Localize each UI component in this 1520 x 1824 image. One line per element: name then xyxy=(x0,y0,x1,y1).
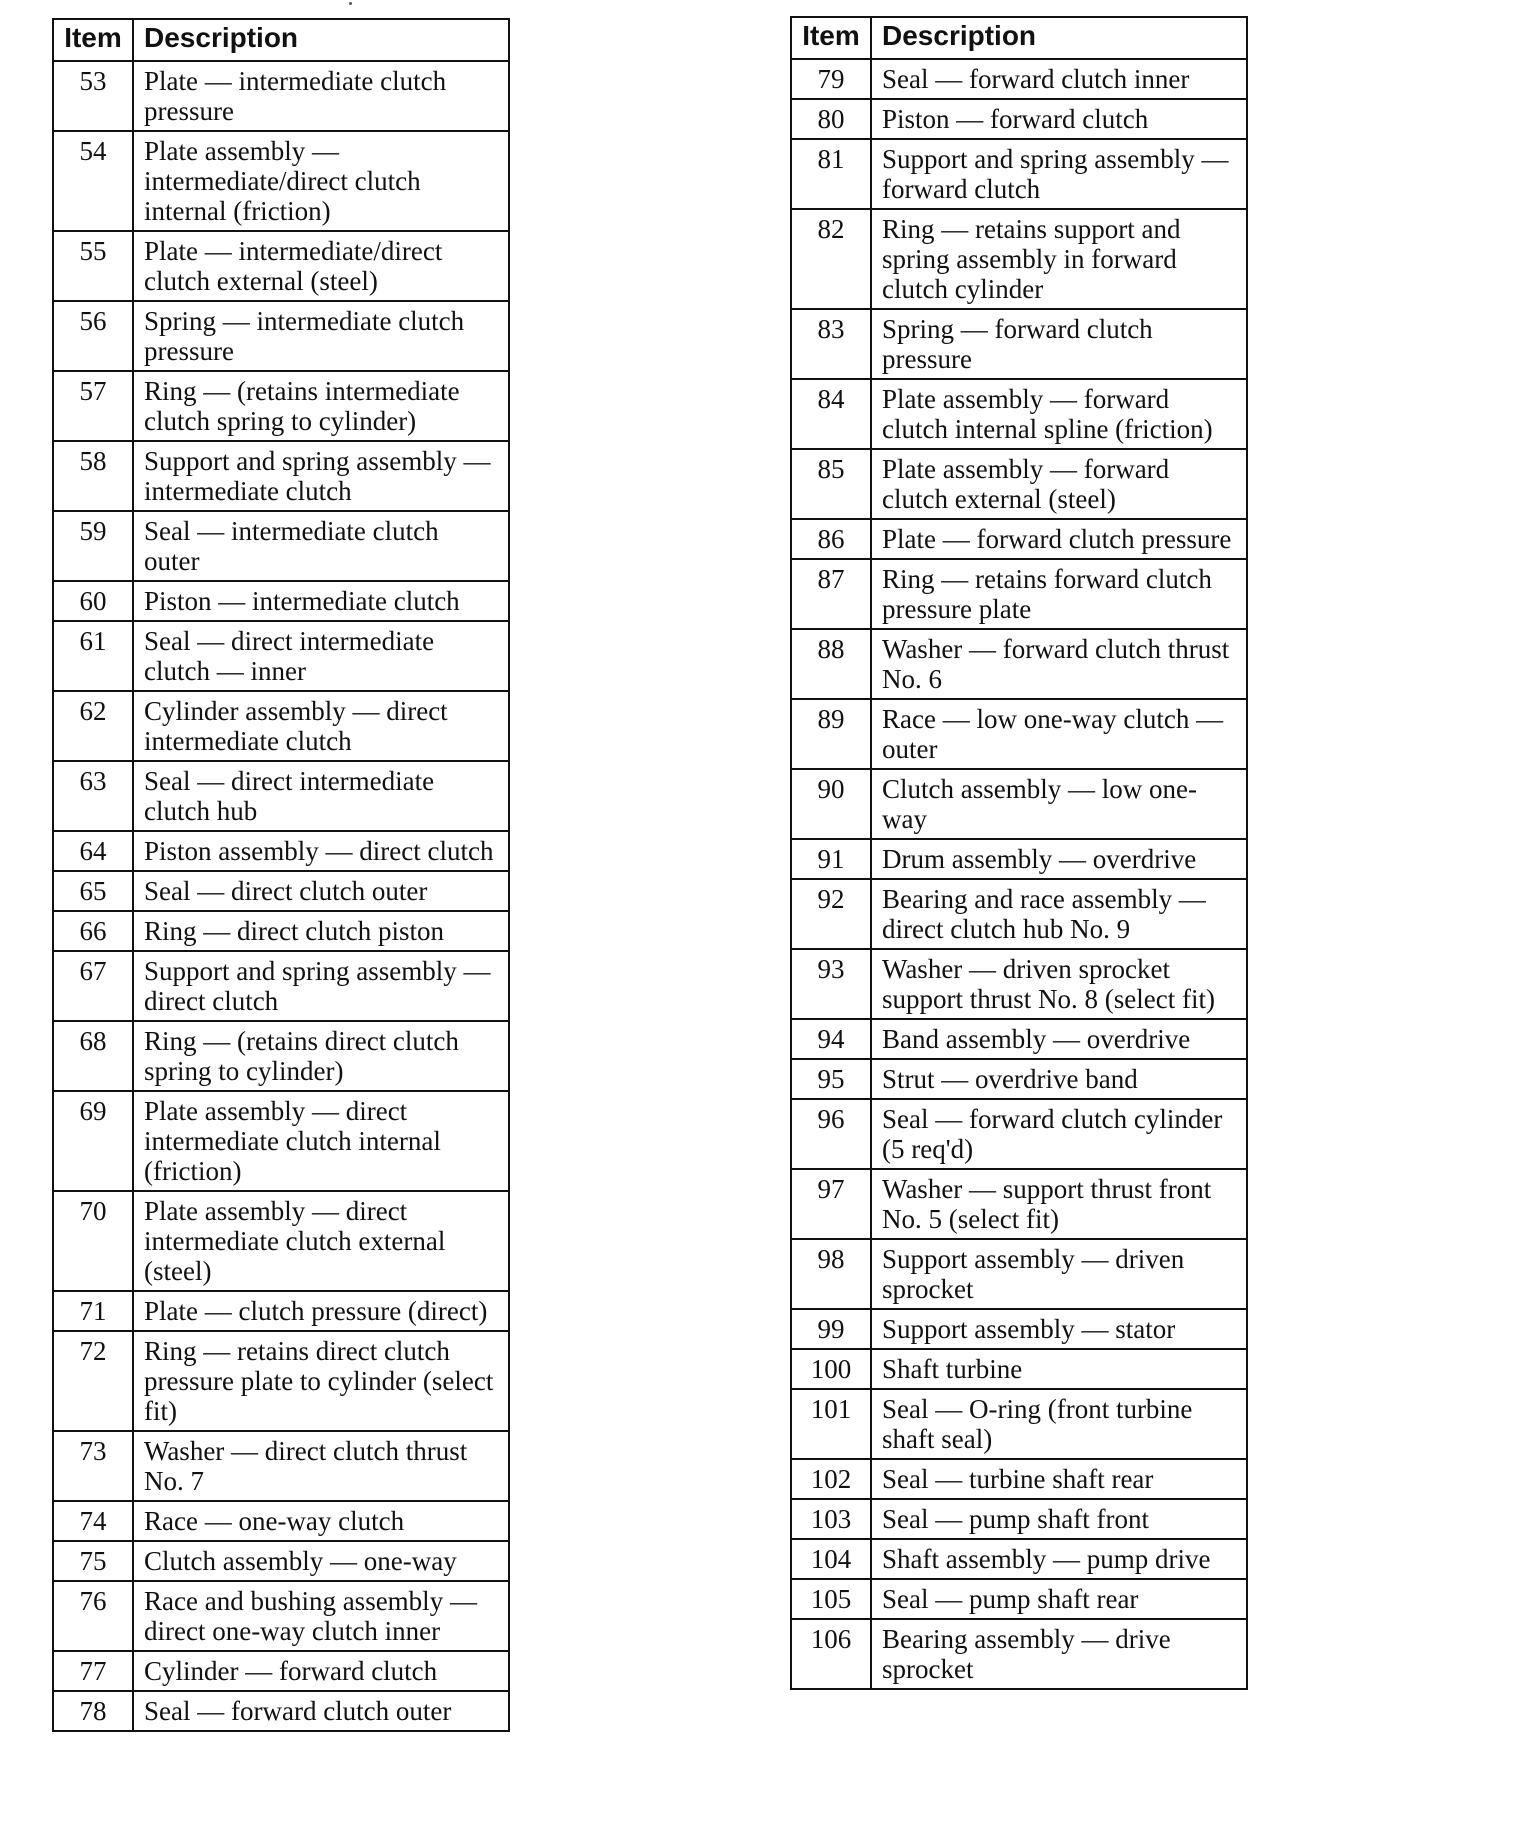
parts-table-right xyxy=(790,16,1248,1690)
item-number: 65 xyxy=(53,871,133,911)
item-description: Plate assembly — intermediate/direct clutch internal (friction) xyxy=(133,131,509,231)
item-description: Race — one-way clutch xyxy=(133,1501,509,1541)
table-row xyxy=(791,519,1247,559)
table-row xyxy=(791,59,1247,99)
item-description: Support and spring assembly — intermediate clutch xyxy=(133,441,509,511)
item-description: Seal — forward clutch inner xyxy=(871,59,1247,99)
item-description: Plate — forward clutch pressure xyxy=(871,519,1247,559)
item-number: 94 xyxy=(791,1019,871,1059)
table-row xyxy=(53,581,509,621)
table-row xyxy=(791,1459,1247,1499)
item-number: 97 xyxy=(791,1169,871,1239)
table-row xyxy=(53,761,509,831)
item-number: 71 xyxy=(53,1291,133,1331)
table-row xyxy=(53,1291,509,1331)
item-description: Washer — forward clutch thrust No. 6 xyxy=(871,629,1247,699)
item-number: 81 xyxy=(791,139,871,209)
item-number: 92 xyxy=(791,879,871,949)
item-description: Seal — direct clutch outer xyxy=(133,871,509,911)
item-description: Spring — intermediate clutch pressure xyxy=(133,301,509,371)
item-number: 91 xyxy=(791,839,871,879)
description-column-header: Description xyxy=(133,19,509,61)
item-number: 63 xyxy=(53,761,133,831)
item-number: 88 xyxy=(791,629,871,699)
item-description: Shaft assembly — pump drive xyxy=(871,1539,1247,1579)
item-description: Support and spring assembly — forward clutch xyxy=(871,139,1247,209)
item-number: 64 xyxy=(53,831,133,871)
table-row xyxy=(791,949,1247,1019)
item-description: Race — low one-way clutch — outer xyxy=(871,699,1247,769)
item-description: Shaft turbine xyxy=(871,1349,1247,1389)
item-description: Race and bushing assembly — direct one-way clutch inner xyxy=(133,1581,509,1651)
item-description: Clutch assembly — low one-way xyxy=(871,769,1247,839)
description-column-header: Description xyxy=(871,17,1247,59)
item-number: 87 xyxy=(791,559,871,629)
table-row xyxy=(53,1691,509,1731)
item-description: Washer — support thrust front No. 5 (select fit) xyxy=(871,1169,1247,1239)
item-number: 84 xyxy=(791,379,871,449)
table-row xyxy=(791,1349,1247,1389)
table-row xyxy=(791,559,1247,629)
item-description: Ring — (retains direct clutch spring to cylinder) xyxy=(133,1021,509,1091)
item-number: 80 xyxy=(791,99,871,139)
item-description: Bearing and race assembly — direct clutch hub No. 9 xyxy=(871,879,1247,949)
item-description: Ring — retains support and spring assembly in forward clutch cylinder xyxy=(871,209,1247,309)
item-number: 57 xyxy=(53,371,133,441)
table-row xyxy=(791,1169,1247,1239)
item-number: 95 xyxy=(791,1059,871,1099)
table-row xyxy=(791,769,1247,839)
item-description: Support assembly — stator xyxy=(871,1309,1247,1349)
item-number: 62 xyxy=(53,691,133,761)
item-description: Support assembly — driven sprocket xyxy=(871,1239,1247,1309)
table-row xyxy=(791,1019,1247,1059)
item-description: Plate — clutch pressure (direct) xyxy=(133,1291,509,1331)
table-row xyxy=(53,951,509,1021)
item-description: Ring — direct clutch piston xyxy=(133,911,509,951)
item-description: Piston — intermediate clutch xyxy=(133,581,509,621)
parts-table-left xyxy=(52,18,510,1732)
table-row xyxy=(53,1431,509,1501)
header-row xyxy=(53,19,509,61)
table-row xyxy=(53,911,509,951)
item-description: Seal — pump shaft rear xyxy=(871,1579,1247,1619)
table-row xyxy=(791,699,1247,769)
item-description: Ring — retains forward clutch pressure plate xyxy=(871,559,1247,629)
item-description: Ring — (retains intermediate clutch spring to cylinder) xyxy=(133,371,509,441)
table-row xyxy=(791,1499,1247,1539)
item-description: Cylinder assembly — direct intermediate clutch xyxy=(133,691,509,761)
item-number: 89 xyxy=(791,699,871,769)
table-row xyxy=(53,511,509,581)
item-description: Piston — forward clutch xyxy=(871,99,1247,139)
table-row xyxy=(53,1331,509,1431)
item-description: Seal — forward clutch cylinder (5 req'd) xyxy=(871,1099,1247,1169)
table-row xyxy=(791,99,1247,139)
item-number: 53 xyxy=(53,61,133,131)
item-number: 96 xyxy=(791,1099,871,1169)
table-row xyxy=(791,839,1247,879)
item-number: 73 xyxy=(53,1431,133,1501)
item-description: Ring — retains direct clutch pressure plate to cylinder (select fit) xyxy=(133,1331,509,1431)
table-row xyxy=(791,379,1247,449)
item-number: 83 xyxy=(791,309,871,379)
item-number: 54 xyxy=(53,131,133,231)
item-number: 74 xyxy=(53,1501,133,1541)
item-description: Support and spring assembly — direct clutch xyxy=(133,951,509,1021)
item-column-header: Item xyxy=(791,17,871,59)
table-row xyxy=(53,1021,509,1091)
item-description: Seal — forward clutch outer xyxy=(133,1691,509,1731)
table-row xyxy=(53,1091,509,1191)
item-number: 77 xyxy=(53,1651,133,1691)
item-number: 79 xyxy=(791,59,871,99)
scan-speck xyxy=(349,2,352,5)
item-number: 98 xyxy=(791,1239,871,1309)
header-row xyxy=(791,17,1247,59)
item-column-header: Item xyxy=(53,19,133,61)
item-description: Seal — direct intermediate clutch hub xyxy=(133,761,509,831)
table-row xyxy=(791,1099,1247,1169)
item-description: Strut — overdrive band xyxy=(871,1059,1247,1099)
table-row xyxy=(53,1581,509,1651)
item-number: 104 xyxy=(791,1539,871,1579)
table-row xyxy=(53,691,509,761)
table-row xyxy=(791,139,1247,209)
item-number: 99 xyxy=(791,1309,871,1349)
table-row xyxy=(53,831,509,871)
item-number: 102 xyxy=(791,1459,871,1499)
item-number: 86 xyxy=(791,519,871,559)
item-number: 106 xyxy=(791,1619,871,1689)
table-row xyxy=(791,629,1247,699)
table-row xyxy=(791,1059,1247,1099)
item-number: 100 xyxy=(791,1349,871,1389)
item-description: Band assembly — overdrive xyxy=(871,1019,1247,1059)
item-description: Cylinder — forward clutch xyxy=(133,1651,509,1691)
item-description: Washer — driven sprocket support thrust No. 8 (select fit) xyxy=(871,949,1247,1019)
item-description: Seal — turbine shaft rear xyxy=(871,1459,1247,1499)
table-row xyxy=(791,1389,1247,1459)
item-number: 76 xyxy=(53,1581,133,1651)
item-number: 85 xyxy=(791,449,871,519)
table-row xyxy=(53,131,509,231)
table-row xyxy=(53,61,509,131)
item-description: Seal — O-ring (front turbine shaft seal) xyxy=(871,1389,1247,1459)
item-description: Plate assembly — direct intermediate clutch external (steel) xyxy=(133,1191,509,1291)
item-description: Plate assembly — direct intermediate clutch internal (friction) xyxy=(133,1091,509,1191)
table-row xyxy=(53,231,509,301)
item-number: 93 xyxy=(791,949,871,1019)
item-number: 67 xyxy=(53,951,133,1021)
table-row xyxy=(53,621,509,691)
item-description: Plate — intermediate clutch pressure xyxy=(133,61,509,131)
item-number: 90 xyxy=(791,769,871,839)
item-description: Clutch assembly — one-way xyxy=(133,1541,509,1581)
item-description: Plate assembly — forward clutch internal spline (friction) xyxy=(871,379,1247,449)
item-number: 56 xyxy=(53,301,133,371)
item-description: Drum assembly — overdrive xyxy=(871,839,1247,879)
table-row xyxy=(53,441,509,511)
table-row xyxy=(791,1309,1247,1349)
item-number: 78 xyxy=(53,1691,133,1731)
item-number: 58 xyxy=(53,441,133,511)
item-number: 105 xyxy=(791,1579,871,1619)
table-row xyxy=(791,209,1247,309)
item-description: Plate — intermediate/direct clutch external (steel) xyxy=(133,231,509,301)
item-number: 72 xyxy=(53,1331,133,1431)
item-description: Piston assembly — direct clutch xyxy=(133,831,509,871)
table-row xyxy=(53,871,509,911)
table-row xyxy=(53,1651,509,1691)
table-row xyxy=(791,1239,1247,1309)
table-row xyxy=(53,371,509,441)
table-row xyxy=(791,1539,1247,1579)
item-description: Plate assembly — forward clutch external (steel) xyxy=(871,449,1247,519)
table-row xyxy=(791,449,1247,519)
item-number: 59 xyxy=(53,511,133,581)
item-description: Spring — forward clutch pressure xyxy=(871,309,1247,379)
item-description: Washer — direct clutch thrust No. 7 xyxy=(133,1431,509,1501)
item-number: 101 xyxy=(791,1389,871,1459)
item-number: 55 xyxy=(53,231,133,301)
item-description: Bearing assembly — drive sprocket xyxy=(871,1619,1247,1689)
table-row xyxy=(791,1579,1247,1619)
item-description: Seal — intermediate clutch outer xyxy=(133,511,509,581)
item-description: Seal — direct intermediate clutch — inner xyxy=(133,621,509,691)
item-description: Seal — pump shaft front xyxy=(871,1499,1247,1539)
table-row xyxy=(53,1501,509,1541)
item-number: 82 xyxy=(791,209,871,309)
item-number: 61 xyxy=(53,621,133,691)
item-number: 70 xyxy=(53,1191,133,1291)
item-number: 75 xyxy=(53,1541,133,1581)
item-number: 69 xyxy=(53,1091,133,1191)
table-row xyxy=(791,1619,1247,1689)
table-row xyxy=(53,1541,509,1581)
item-number: 68 xyxy=(53,1021,133,1091)
item-number: 60 xyxy=(53,581,133,621)
table-row xyxy=(53,1191,509,1291)
item-number: 66 xyxy=(53,911,133,951)
table-row xyxy=(791,309,1247,379)
table-row xyxy=(791,879,1247,949)
table-row xyxy=(53,301,509,371)
item-number: 103 xyxy=(791,1499,871,1539)
